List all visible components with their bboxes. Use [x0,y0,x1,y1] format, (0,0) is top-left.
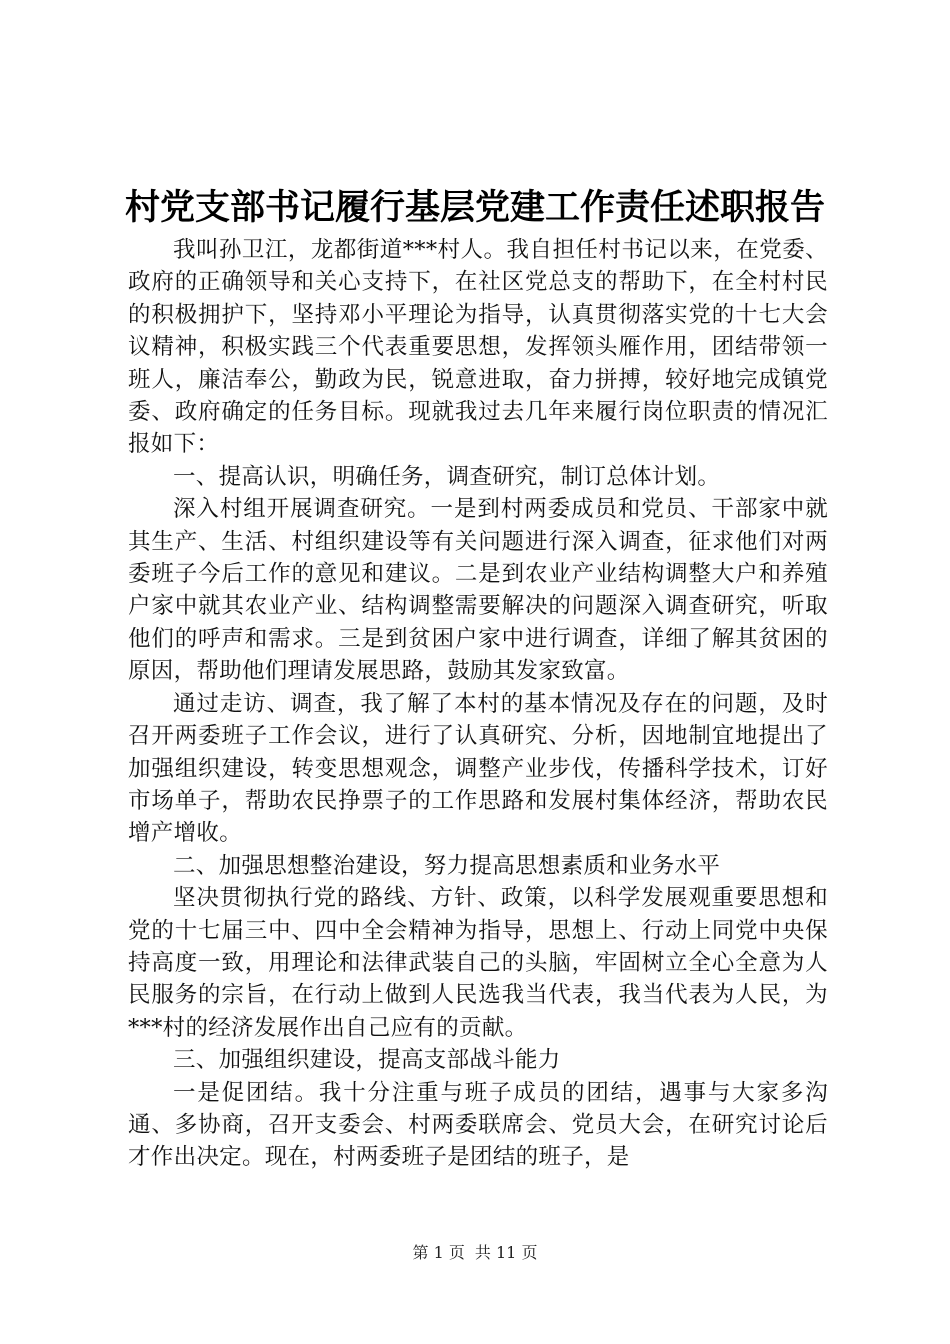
paragraph-intro: 我叫孙卫江，龙都街道***村人。我自担任村书记以来，在党委、政府的正确领导和关心支持下，在社区党总支的帮助下，在全村村民的积极拥护下，坚持邓小平理论为指导，认真贯彻落实党的十七大会议精神，积极实践三个代表重要思想，发挥领头雁作用，团结带领一班人，廉洁奉公，勤政为民，锐意进取，奋力拼搏，较好地完成镇党委、政府确定的任务目标。现就我过去几年来履行岗位职责的情况汇报如下： [128,237,828,458]
page-number: 第 1 页 [412,1243,465,1262]
section-heading-3: 三、加强组织建设，提高支部战斗能力 [173,1047,561,1074]
paragraph-research: 深入村组开展调查研究。一是到村两委成员和党员、干部家中就其生产、生活、村组织建设等有关问题进行深入调查，征求他们对两委班子今后工作的意见和建议。二是到农业产业结构调整大户和养殖户家中就其农业产业、结构调整需要解决的问题深入调查研究，听取他们的呼声和需求。三是到贫困户家中进行调查，详细了解其贫困的原因，帮助他们理请发展思路，鼓励其发家致富。 [128,496,828,685]
page-total: 共 11 页 [474,1243,538,1262]
paragraph-unity: 一是促团结。我十分注重与班子成员的团结，遇事与大家多沟通、多协商，召开支委会、村两委联席会、党员大会，在研究讨论后才作出决定。现在，村两委班子是团结的班子，是 [128,1079,828,1171]
paragraph-findings: 通过走访、调查，我了解了本村的基本情况及存在的问题，及时召开两委班子工作会议，进行了认真研究、分析，因地制宜地提出了加强组织建设，转变思想观念，调整产业步伐，传播科学技术，订好市场单子，帮助农民挣票子的工作思路和发展村集体经济，帮助农民增产增收。 [128,690,828,847]
page-footer [0,1243,950,1263]
section-heading-2: 二、加强思想整治建设，努力提高思想素质和业务水平 [173,852,721,879]
section-heading-1: 一、提高认识，明确任务，调查研究，制订总体计划。 [173,463,721,490]
paragraph-ideology: 坚决贯彻执行党的路线、方针、政策，以科学发展观重要思想和党的十七届三中、四中全会精神为指导，思想上、行动上同党中央保持高度一致，用理论和法律武装自己的头脑，牢固树立全心全意为人民服务的宗旨，在行动上做到人民选我当代表，我当代表为人民，为***村的经济发展作出自己应有的贡献。 [128,885,828,1041]
document-body [128,234,828,1174]
document-title: 村党支部书记履行基层党建工作责任述职报告 [124,187,825,228]
